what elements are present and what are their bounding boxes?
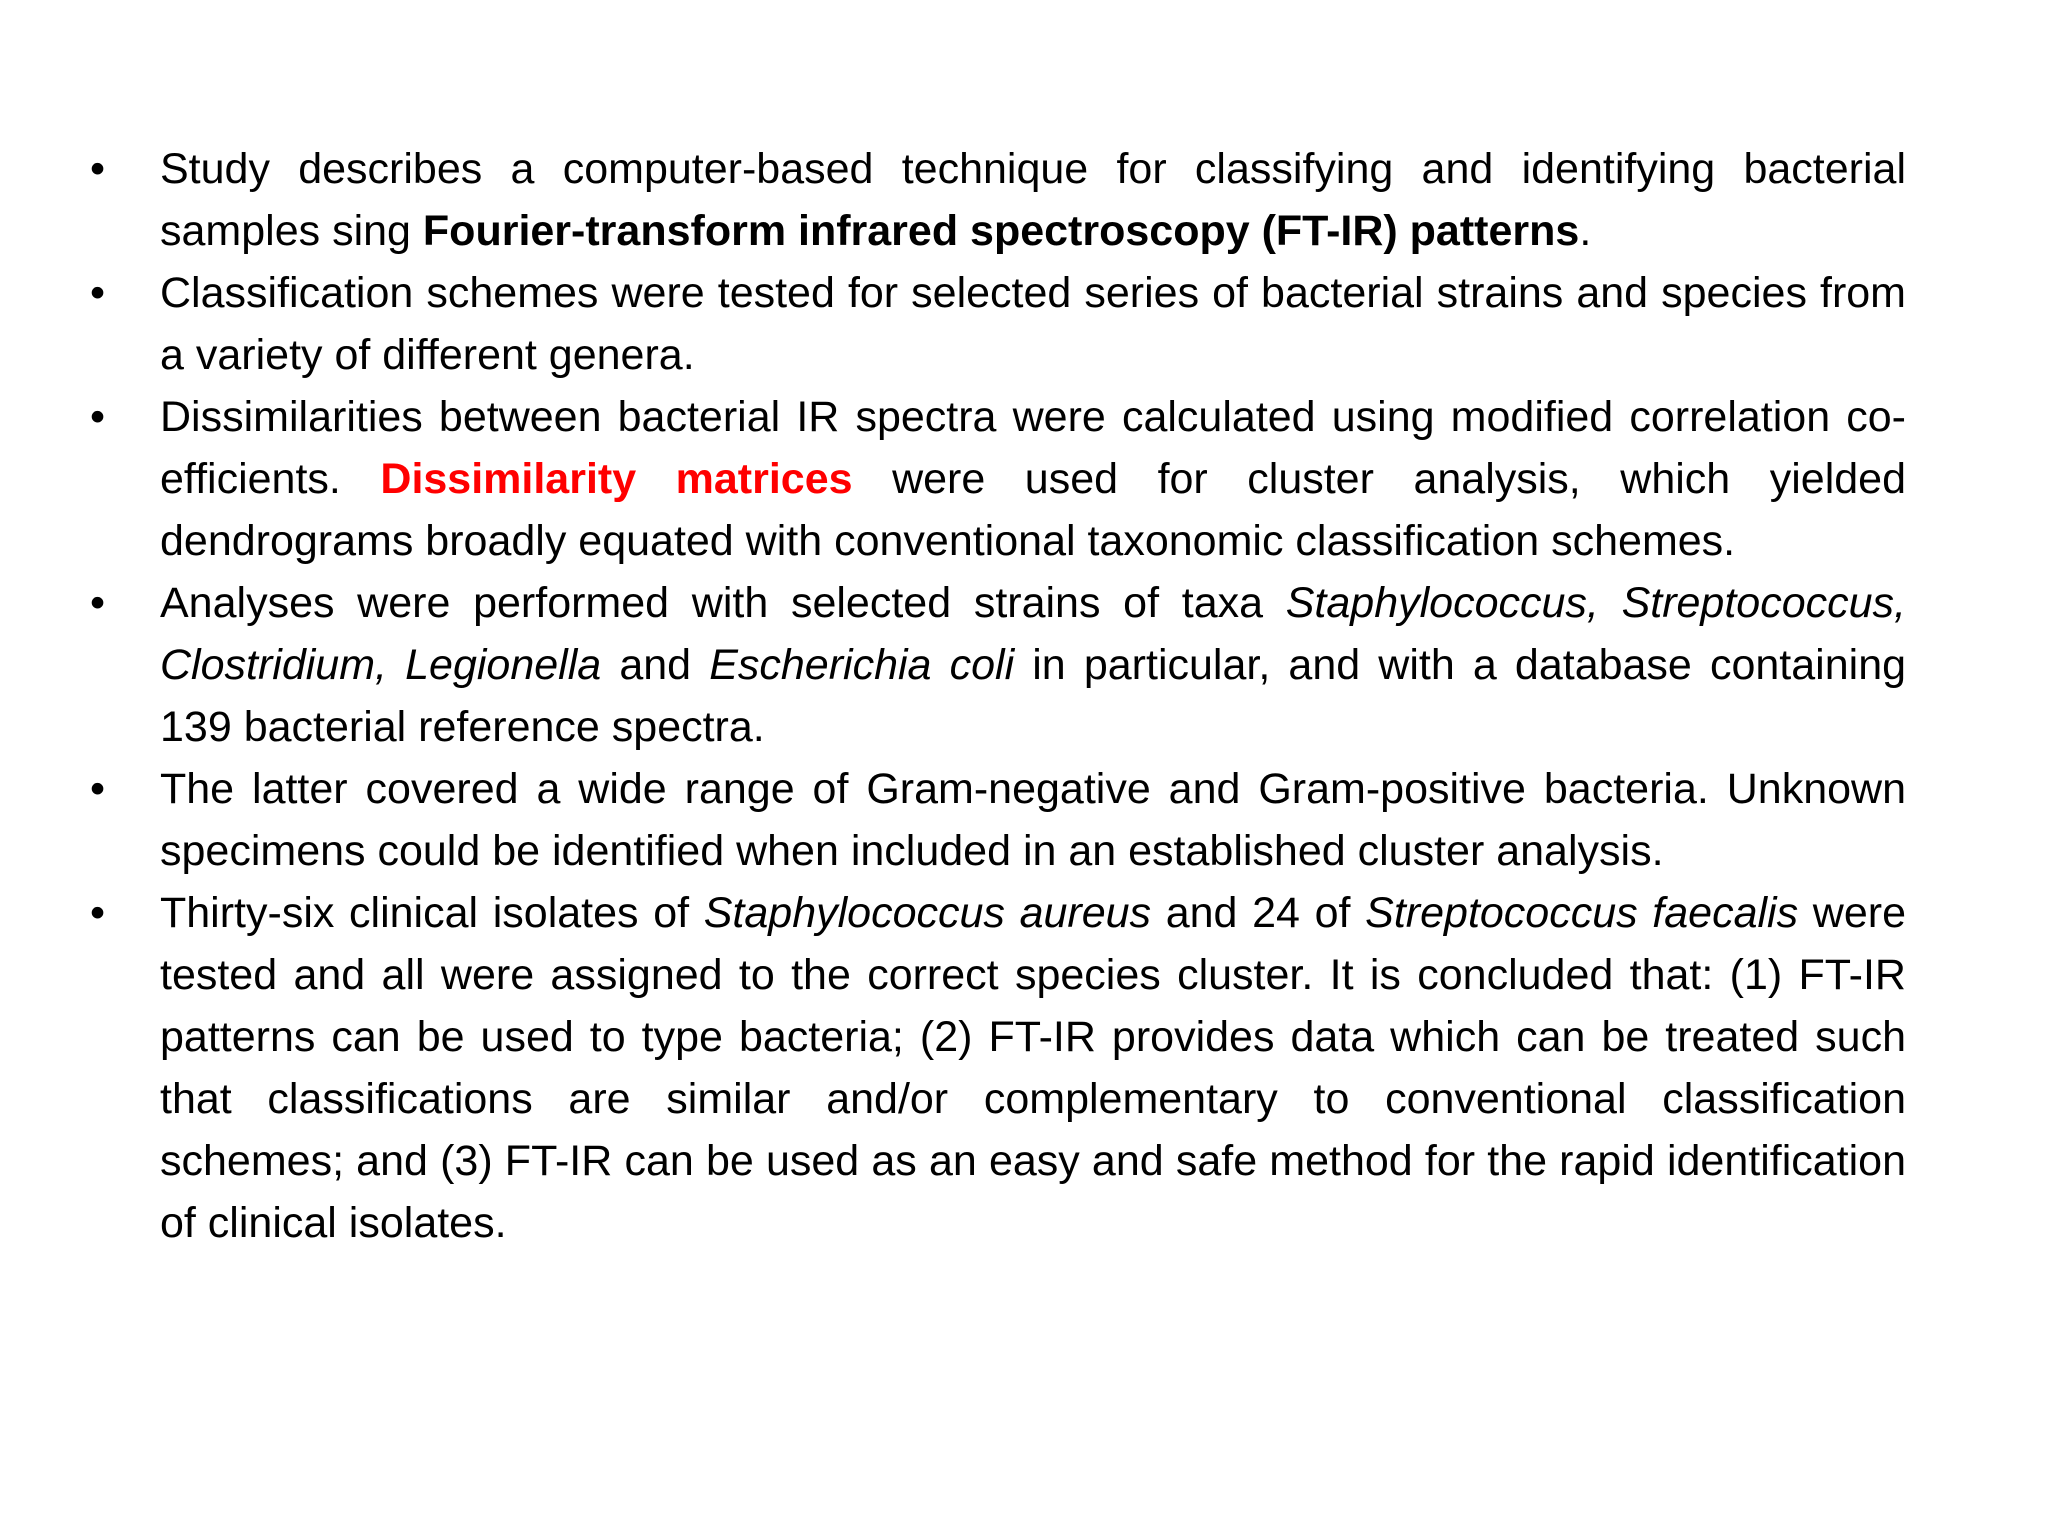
bullet-text: were used for cluster analysis, which yielded dendrograms broadly equated with conventional taxonomic classification schemes. <box>160 455 1906 565</box>
highlighted-term: Dissimilarity matrices <box>380 455 853 503</box>
bullet-text: Analyses were performed with selected strains of taxa <box>160 579 1286 627</box>
bullet-item <box>88 882 1906 1254</box>
bullet-text: Dissimilarities between bacterial IR spectra were calculated using modified correlation co-efficients. <box>160 393 1906 503</box>
bullet-list <box>88 138 1906 1254</box>
bullet-item <box>88 262 1906 386</box>
bullet-icon: • <box>90 579 106 627</box>
bullet-item <box>88 386 1906 572</box>
bullet-text: The latter covered a wide range of Gram-negative and Gram-positive bacteria. Unknown specimens could be identified when included in an established cluster analysis. <box>160 765 1906 875</box>
bullet-icon: • <box>90 145 106 193</box>
bullet-item <box>88 758 1906 882</box>
bullet-icon: • <box>90 765 106 813</box>
bullet-text: in particular, and with a database containing 139 bacterial reference spectra. <box>160 641 1907 751</box>
species-name: Escherichia coli <box>709 641 1015 689</box>
species-name: Staphylococcus aureus <box>703 889 1152 937</box>
bullet-text: . <box>1579 207 1592 255</box>
bullet-text: Classification schemes were tested for selected series of bacterial strains and species from a variety of different genera. <box>160 269 1906 379</box>
bullet-text: and 24 of <box>1151 889 1366 937</box>
species-name: Staphylococcus, Streptococcus, Clostridium, Legionella <box>160 579 1906 689</box>
species-name: Streptococcus faecalis <box>1365 889 1799 937</box>
bullet-text: were tested and all were assigned to the correct species cluster. It is concluded that: (1) FT-IR patterns can be used to type bacteria; (2) FT-IR provides data which can be treated such that classifications are similar and/or complementary to conventional classification schemes; and (3) FT-IR can be used as an easy and safe method for the rapid identification of clinical isolates. <box>160 889 1906 1247</box>
bullet-icon: • <box>90 269 106 317</box>
bullet-text: and <box>601 641 710 689</box>
bold-term: Fourier-transform infrared spectroscopy (FT-IR) patterns <box>422 207 1580 255</box>
bullet-text: Study describes a computer-based technique for classifying and identifying bacterial samples sing <box>160 145 1906 255</box>
bullet-icon: • <box>90 889 106 937</box>
bullet-item <box>88 572 1906 758</box>
bullet-text: Thirty-six clinical isolates of <box>160 889 704 937</box>
bullet-item <box>88 138 1906 262</box>
bullet-icon: • <box>90 393 106 441</box>
